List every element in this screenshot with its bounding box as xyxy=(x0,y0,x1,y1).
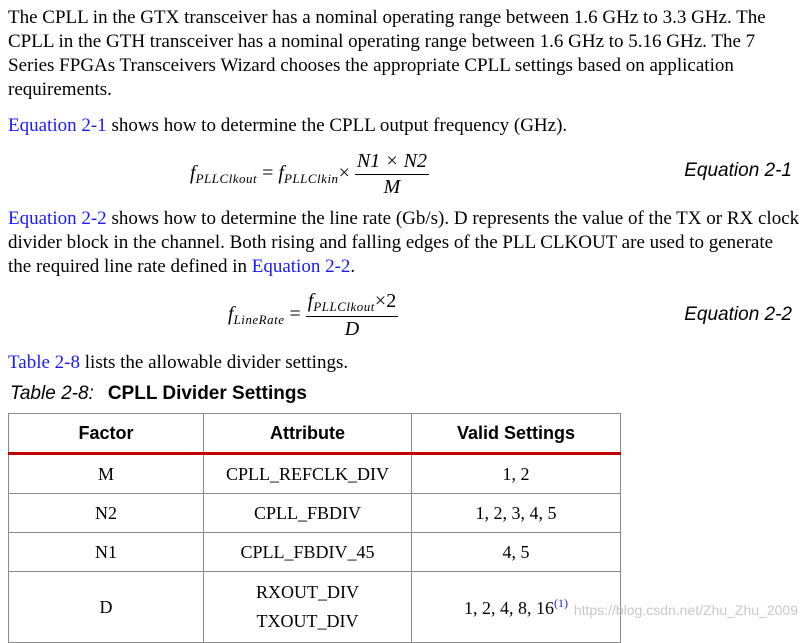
eq1-lhs-subscript: PLLClkout xyxy=(195,171,258,187)
cell-factor: D xyxy=(9,572,204,643)
cell-settings: 4, 5 xyxy=(412,533,621,572)
eq1-equals: = xyxy=(262,162,274,185)
equation-2-2-label: Equation 2-2 xyxy=(684,304,792,325)
equation-2-1-label: Equation 2-1 xyxy=(684,160,792,181)
footnote-link[interactable]: (1) xyxy=(554,595,568,610)
eq2-num-subscript: PLLClkout xyxy=(313,299,375,314)
eq2-num-f: f xyxy=(307,290,314,312)
eq2-equals: = xyxy=(289,303,301,326)
cell-attribute: CPLL_FBDIV_45 xyxy=(204,533,412,572)
table-row xyxy=(9,533,621,572)
table-header-row xyxy=(9,414,621,454)
table-caption xyxy=(10,383,307,405)
table-caption-label: Table 2-8: xyxy=(10,383,94,404)
eq2-denominator: D xyxy=(344,318,360,340)
cell-factor: N1 xyxy=(9,533,204,572)
cell-attribute-tx: TXOUT_DIV xyxy=(256,611,359,631)
cell-settings: 1, 2 xyxy=(412,454,621,494)
eq2-fraction xyxy=(306,290,398,341)
cell-attribute-rx: RXOUT_DIV xyxy=(256,582,359,602)
equation-intro-paragraph xyxy=(8,114,800,138)
eq1-rhs-f: f xyxy=(278,162,284,185)
table-intro-paragraph xyxy=(8,351,800,375)
table-row xyxy=(9,454,621,494)
cell-attribute xyxy=(204,572,412,643)
header-factor: Factor xyxy=(9,414,204,454)
cell-attribute: CPLL_FBDIV xyxy=(204,494,412,533)
eq1-fraction xyxy=(355,150,429,199)
header-attribute: Attribute xyxy=(204,414,412,454)
cpll-divider-table xyxy=(8,413,621,643)
eq2-lhs-subscript: LineRate xyxy=(233,312,285,328)
eq1-numerator: N1 × N2 xyxy=(355,150,429,175)
cell-factor: N2 xyxy=(9,494,204,533)
equation-2-2 xyxy=(228,290,398,341)
equation-2-2-link[interactable]: Equation 2-2 xyxy=(8,208,107,229)
paragraph-period: . xyxy=(350,256,356,277)
eq1-rhs-subscript: PLLClkin xyxy=(283,171,339,187)
watermark: https://blog.csdn.net/Zhu_Zhu_2009 xyxy=(573,602,798,618)
table-caption-title: CPLL Divider Settings xyxy=(107,383,307,404)
equation-2-1 xyxy=(190,150,429,199)
table-2-8-link[interactable]: Table 2-8 xyxy=(8,352,81,373)
cell-settings: 1, 2, 3, 4, 5 xyxy=(412,494,621,533)
eq1-lhs-f: f xyxy=(190,162,196,185)
eq2-numerator xyxy=(306,290,398,317)
paragraph-text: lists the allowable divider settings. xyxy=(80,352,349,373)
paragraph-text: shows how to determine the line rate (Gb/s). D represents the value of the TX or RX clock divider block in the channel. Both rising and falling edges of the PLL CLKOUT are used to generate the required line rate defined in xyxy=(8,208,800,277)
header-valid-settings: Valid Settings xyxy=(412,414,621,454)
cell-factor: M xyxy=(9,454,204,494)
table-row xyxy=(9,572,621,643)
table-row xyxy=(9,494,621,533)
cell-attribute: CPLL_REFCLK_DIV xyxy=(204,454,412,494)
intro-paragraph: The CPLL in the GTX transceiver has a nominal operating range between 1.6 GHz to 3.3 GHz. The CPLL in the GTH transceiver has a nominal operating range between 1.6 GHz to 5.16 GHz. The 7 Series FPGAs Transceivers Wizard chooses the appropriate CPLL settings based on application requirements. xyxy=(8,7,766,100)
eq2-lhs-f: f xyxy=(228,303,234,326)
eq2-num-tail: ×2 xyxy=(374,290,397,312)
eq1-times: × xyxy=(338,162,350,185)
equation-2-2-link-inline[interactable]: Equation 2-2 xyxy=(251,256,351,277)
equation-2-1-link[interactable]: Equation 2-1 xyxy=(8,115,107,136)
paragraph-text: shows how to determine the CPLL output frequency (GHz). xyxy=(106,115,568,136)
eq1-denominator: M xyxy=(383,176,401,198)
cell-settings-value: 1, 2, 4, 8, 16 xyxy=(464,597,554,618)
line-rate-paragraph xyxy=(8,207,800,279)
